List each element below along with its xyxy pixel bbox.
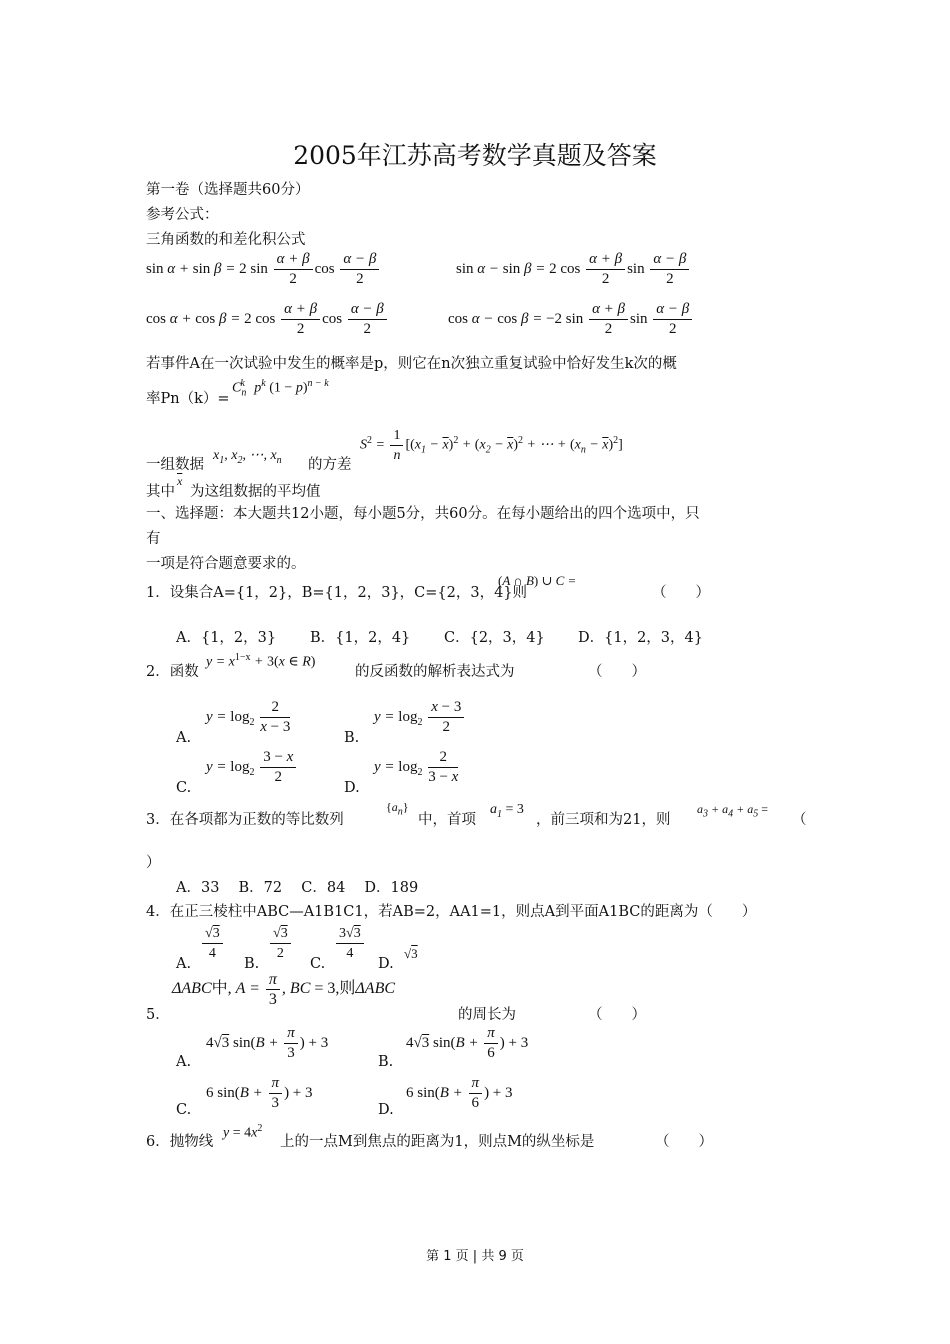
q6-stem-b: 上的一点M到焦点的距离为1，则点M的纵坐标是 — [280, 1134, 595, 1150]
q2-label-d: D. — [344, 780, 360, 796]
q2-option-a: $y = \log_2$ $\frac{2}{x - 3}$ — [206, 699, 291, 735]
mean-prefix: 其中 — [146, 484, 175, 500]
q2-option-b: $y = \log_2$ $\frac{x - 3}{2}$ — [374, 698, 466, 737]
trig-heading: 三角函数的和差化积公式 — [146, 232, 306, 248]
formula-heading: 参考公式： — [146, 207, 219, 223]
mean-symbol: $\overline{x}$ — [177, 474, 183, 488]
q6-stem-a: 6．抛物线 — [146, 1134, 214, 1150]
section-intro-3: 一项是符合题意要求的。 — [146, 556, 306, 572]
q2-label-b: B. — [344, 730, 360, 746]
part-heading: 第一卷（选择题共60分） — [146, 182, 310, 198]
q3-stem-b: 中，首项 — [418, 812, 476, 828]
q3-stem-a: 3．在各项都为正数的等比数列 — [146, 812, 344, 828]
q4-option-c: $\frac{3√3}{4}$ — [334, 924, 366, 963]
q1-expression: (A ∩ B) ∪ C = — [498, 573, 577, 588]
section-intro-2: 有 — [146, 531, 161, 547]
q1-stem: 1．设集合A={1，2}，B={1，2，3}，C={2，3，4}则 — [146, 585, 528, 601]
page-footer: 第 1 页 | 共 9 页 — [426, 1249, 524, 1264]
q4-label-c: C. — [310, 956, 326, 972]
q4-stem: 4．在正三棱柱中ABC—A1B1C1，若AB=2，AA1=1，则点A到平面A1BC的距离为（ ） — [146, 904, 757, 920]
binomial-formula: $C_n^k$ $p^k$ $(1 - p)^{n - k}$ — [232, 378, 329, 399]
section-intro-1: 一、选择题：本大题共12小题，每小题5分，共60分。在每小题给出的四个选项中，只 — [146, 506, 700, 522]
formula-cos-diff: cos α − cos β = −2 sin $\frac{\alpha + \beta}{2}$ sin $\frac{\alpha - \beta}{2}$ — [448, 300, 694, 339]
variance-formula: $S^2$ = $\frac{1}{n}$ [$(x_1 - \overline{x})^2 + (x_2 - \overline{x})^2$ + ⋯ + $(x_n - \overline{x})^2$] — [360, 428, 623, 463]
q5-suffix: 的周长为 — [458, 1007, 516, 1023]
q6-parabola: $y = 4x^2$ — [223, 1123, 263, 1141]
q5-option-b: 4√3 sin(B + $\frac{\pi}{6}$ ) + 3 — [406, 1025, 529, 1061]
q2-function: $y = x^{1-x} + 3(x$ ∈ R) — [206, 652, 316, 670]
q4-label-b: B. — [244, 956, 260, 972]
q2-paren: （ ） — [588, 664, 646, 680]
q3-stem-c: ，前三项和为21，则 — [536, 812, 671, 828]
q2-stem-a: 2．函数 — [146, 664, 199, 680]
q2-option-c: $y = \log_2$ $\frac{3 - x}{2}$ — [206, 748, 298, 787]
q4-option-a: $\frac{√3}{4}$ — [200, 924, 225, 963]
q3-expression: $a_3 + a_4 + a_5$ = — [697, 802, 768, 820]
q4-label-a: A. — [176, 956, 192, 972]
q1-paren: （ ） — [652, 585, 710, 601]
q2-label-a: A. — [176, 730, 192, 746]
data-list: $x_1$, $x_2$, ⋯, $x_n$ — [213, 448, 282, 466]
q5-label-b: B. — [378, 1054, 394, 1070]
page-title: 2005年江苏高考数学真题及答案 — [293, 141, 657, 170]
q5-number: 5． — [146, 1007, 170, 1023]
q1-option-d: D．{1，2，3，4} — [578, 630, 703, 646]
q6-paren: （ ） — [655, 1134, 713, 1150]
q1-option-b: B．{1，2，4} — [310, 630, 411, 646]
q3-paren-close: ） — [146, 855, 161, 871]
q3-options: A．33 B．72 C．84 D．189 — [176, 880, 419, 896]
q2-label-c: C. — [176, 780, 192, 796]
q5-condition: ΔABC中, A = $\frac{\pi}{3}$ , BC = 3,则ΔABC — [172, 971, 396, 1008]
q5-option-d: 6 sin(B + $\frac{\pi}{6}$ ) + 3 — [406, 1075, 513, 1111]
q5-paren: （ ） — [588, 1007, 646, 1023]
q3-sequence: $\{a_n\}$ — [386, 800, 409, 818]
variance-suffix: 的方差 — [308, 457, 352, 473]
q5-option-c: 6 sin(B + $\frac{\pi}{3}$ ) + 3 — [206, 1075, 313, 1111]
probability-text-2: 率Pn（k）= — [146, 391, 230, 407]
q5-option-a: 4√3 sin(B + $\frac{\pi}{3}$ ) + 3 — [206, 1025, 329, 1061]
variance-prefix: 一组数据 — [146, 457, 204, 473]
q1-option-a: A．{1，2，3} — [176, 630, 277, 646]
q1-option-c: C．{2，3，4} — [444, 630, 545, 646]
q3-first-term: $a_1 = 3$ — [490, 802, 524, 820]
q2-option-d: $y = \log_2$ $\frac{2}{3 - x}$ — [374, 749, 459, 785]
q4-option-b: $\frac{√3}{2}$ — [268, 924, 293, 963]
q4-option-d: √3 — [404, 946, 418, 961]
probability-text-1: 若事件A在一次试验中发生的概率是p，则它在n次独立重复试验中恰好发生k次的概 — [146, 356, 677, 372]
mean-suffix: 为这组数据的平均值 — [190, 484, 321, 500]
q5-label-d: D. — [378, 1102, 394, 1118]
q2-stem-b: 的反函数的解析表达式为 — [355, 664, 515, 680]
q5-label-c: C. — [176, 1102, 192, 1118]
q5-label-a: A. — [176, 1054, 192, 1070]
formula-sin-diff: sin α − sin β = 2 cos $\frac{\alpha + \beta}{2}$ sin $\frac{\alpha - \beta}{2}$ — [456, 250, 691, 289]
formula-sin-sum: sin α + sin β = 2 sin $\frac{\alpha + \beta}{2}$ cos $\frac{\alpha - \beta}{2}$ — [146, 250, 381, 289]
formula-cos-sum: cos α + cos β = 2 cos $\frac{\alpha + \beta}{2}$ cos $\frac{\alpha - \beta}{2}$ — [146, 300, 389, 339]
q3-paren-open: （ — [792, 812, 807, 828]
q4-label-d: D. — [378, 956, 394, 972]
